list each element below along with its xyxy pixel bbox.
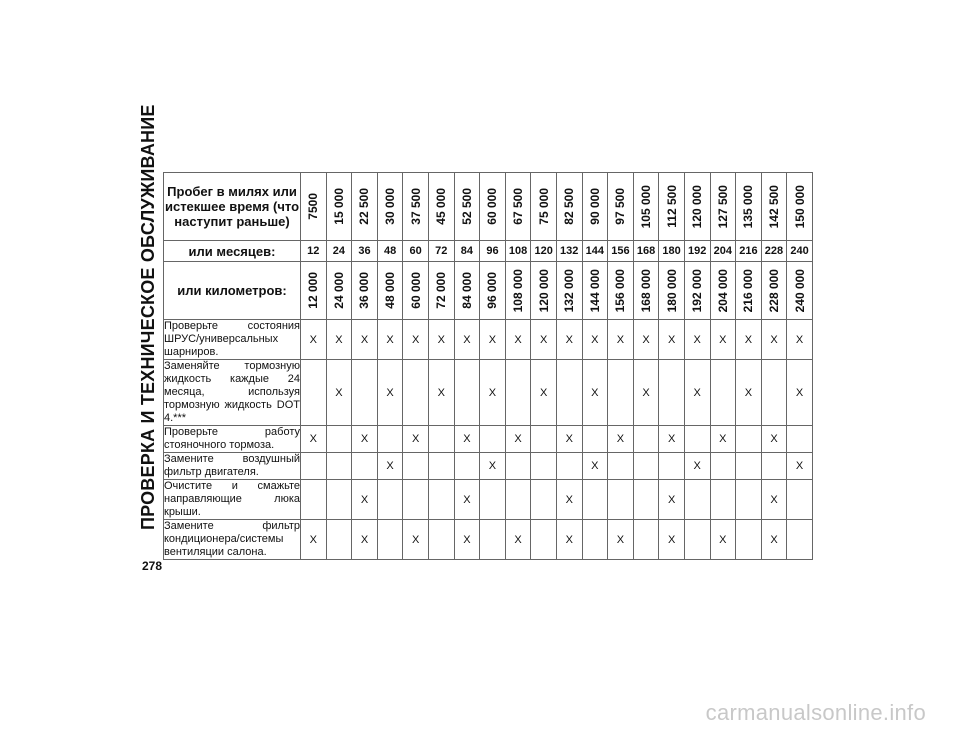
schedule-mark bbox=[480, 480, 506, 520]
schedule-mark: X bbox=[480, 453, 506, 480]
section-title: ПРОВЕРКА И ТЕХНИЧЕСКОЕ ОБСЛУЖИВАНИЕ bbox=[138, 104, 158, 530]
mileage-value: 45 000 bbox=[434, 188, 449, 225]
km-value: 156 000 bbox=[613, 268, 628, 313]
schedule-mark: X bbox=[454, 426, 480, 453]
schedule-mark bbox=[787, 520, 813, 560]
mileage-header-cell bbox=[582, 173, 608, 241]
schedule-mark: X bbox=[403, 320, 429, 360]
km-value: 132 000 bbox=[562, 268, 577, 313]
km-header-cell bbox=[761, 262, 787, 320]
km-header-cell bbox=[582, 262, 608, 320]
schedule-mark bbox=[582, 426, 608, 453]
schedule-mark bbox=[505, 480, 531, 520]
schedule-mark bbox=[301, 453, 327, 480]
km-value: 240 000 bbox=[792, 268, 807, 313]
schedule-mark bbox=[326, 480, 352, 520]
schedule-mark: X bbox=[556, 426, 582, 453]
months-value: 180 bbox=[659, 241, 685, 262]
schedule-mark bbox=[352, 360, 378, 426]
mileage-header-cell bbox=[505, 173, 531, 241]
km-value: 72 000 bbox=[434, 272, 449, 309]
months-value: 192 bbox=[684, 241, 710, 262]
schedule-mark: X bbox=[710, 426, 736, 453]
mileage-value: 135 000 bbox=[741, 184, 756, 229]
schedule-mark: X bbox=[710, 520, 736, 560]
schedule-mark: X bbox=[684, 453, 710, 480]
schedule-mark: X bbox=[659, 480, 685, 520]
schedule-mark: X bbox=[352, 320, 378, 360]
km-header-cell bbox=[710, 262, 736, 320]
schedule-mark: X bbox=[505, 320, 531, 360]
schedule-mark bbox=[531, 480, 557, 520]
schedule-mark bbox=[480, 426, 506, 453]
schedule-mark bbox=[582, 480, 608, 520]
mileage-header-cell bbox=[377, 173, 403, 241]
km-value: 108 000 bbox=[511, 268, 526, 313]
km-value: 120 000 bbox=[536, 268, 551, 313]
table-row bbox=[164, 453, 813, 480]
mileage-header-cell bbox=[352, 173, 378, 241]
km-value: 192 000 bbox=[690, 268, 705, 313]
mileage-value: 30 000 bbox=[383, 188, 398, 225]
schedule-mark bbox=[403, 453, 429, 480]
km-header-cell bbox=[684, 262, 710, 320]
mileage-value: 150 000 bbox=[792, 184, 807, 229]
km-header-cell bbox=[531, 262, 557, 320]
task-label: Замените воздушный фильтр двигателя. bbox=[164, 453, 300, 478]
mileage-header-cell bbox=[736, 173, 762, 241]
schedule-mark: X bbox=[531, 320, 557, 360]
km-value: 204 000 bbox=[715, 268, 730, 313]
months-value: 168 bbox=[633, 241, 659, 262]
schedule-mark bbox=[428, 426, 454, 453]
months-value: 84 bbox=[454, 241, 480, 262]
schedule-mark: X bbox=[352, 520, 378, 560]
schedule-mark: X bbox=[403, 520, 429, 560]
schedule-mark bbox=[326, 453, 352, 480]
months-value: 48 bbox=[377, 241, 403, 262]
km-value: 144 000 bbox=[587, 268, 602, 313]
schedule-mark bbox=[454, 453, 480, 480]
mileage-header-cell bbox=[787, 173, 813, 241]
mileage-header-cell bbox=[659, 173, 685, 241]
header-miles-label: Пробег в милях или истекшее время (что наступит раньше) bbox=[164, 173, 301, 241]
schedule-mark: X bbox=[505, 426, 531, 453]
schedule-mark bbox=[736, 480, 762, 520]
schedule-mark: X bbox=[301, 426, 327, 453]
schedule-mark: X bbox=[633, 360, 659, 426]
schedule-mark bbox=[684, 426, 710, 453]
schedule-mark: X bbox=[505, 520, 531, 560]
km-value: 228 000 bbox=[766, 268, 781, 313]
schedule-mark bbox=[659, 360, 685, 426]
schedule-mark: X bbox=[761, 480, 787, 520]
schedule-mark bbox=[736, 520, 762, 560]
mileage-value: 112 500 bbox=[664, 185, 679, 228]
km-header-cell bbox=[659, 262, 685, 320]
schedule-mark bbox=[556, 360, 582, 426]
schedule-mark: X bbox=[608, 320, 634, 360]
schedule-mark: X bbox=[556, 480, 582, 520]
schedule-mark bbox=[301, 480, 327, 520]
mileage-value: 120 000 bbox=[690, 184, 705, 229]
schedule-mark: X bbox=[761, 520, 787, 560]
task-label: Проверьте состояния ШРУС/универсальных шарниров. bbox=[164, 320, 300, 358]
km-value: 36 000 bbox=[357, 272, 372, 309]
km-value: 216 000 bbox=[741, 268, 756, 313]
mileage-value: 7500 bbox=[306, 193, 321, 220]
schedule-mark bbox=[480, 520, 506, 560]
months-value: 216 bbox=[736, 241, 762, 262]
schedule-mark bbox=[684, 480, 710, 520]
schedule-mark: X bbox=[428, 320, 454, 360]
months-value: 60 bbox=[403, 241, 429, 262]
schedule-mark bbox=[710, 480, 736, 520]
months-value: 36 bbox=[352, 241, 378, 262]
schedule-mark: X bbox=[326, 320, 352, 360]
schedule-mark: X bbox=[582, 360, 608, 426]
schedule-mark: X bbox=[659, 320, 685, 360]
mileage-value: 105 000 bbox=[639, 184, 654, 229]
schedule-mark: X bbox=[787, 320, 813, 360]
schedule-mark: X bbox=[608, 426, 634, 453]
schedule-mark: X bbox=[454, 480, 480, 520]
schedule-mark bbox=[454, 360, 480, 426]
schedule-mark: X bbox=[326, 360, 352, 426]
schedule-mark bbox=[659, 453, 685, 480]
km-header-cell bbox=[736, 262, 762, 320]
schedule-mark bbox=[428, 520, 454, 560]
schedule-mark: X bbox=[710, 320, 736, 360]
months-value: 108 bbox=[505, 241, 531, 262]
km-header-cell bbox=[428, 262, 454, 320]
table-row bbox=[164, 360, 813, 426]
task-label: Очистите и смажьте направляющие люка крыши. bbox=[164, 480, 300, 518]
mileage-header-cell bbox=[326, 173, 352, 241]
schedule-mark bbox=[633, 480, 659, 520]
schedule-mark bbox=[377, 520, 403, 560]
mileage-header-cell bbox=[684, 173, 710, 241]
schedule-mark bbox=[505, 453, 531, 480]
schedule-mark: X bbox=[787, 360, 813, 426]
page-number: 278 bbox=[142, 559, 163, 573]
schedule-mark: X bbox=[377, 320, 403, 360]
schedule-mark: X bbox=[684, 360, 710, 426]
schedule-mark bbox=[736, 453, 762, 480]
table-row bbox=[164, 426, 813, 453]
km-header-cell bbox=[556, 262, 582, 320]
schedule-mark bbox=[582, 520, 608, 560]
mileage-header-cell bbox=[428, 173, 454, 241]
km-header-cell bbox=[377, 262, 403, 320]
table-row bbox=[164, 480, 813, 520]
mileage-value: 97 500 bbox=[613, 188, 628, 225]
header-row-miles bbox=[164, 173, 813, 241]
schedule-mark: X bbox=[556, 520, 582, 560]
months-value: 144 bbox=[582, 241, 608, 262]
watermark: carmanualsonline.info bbox=[705, 700, 926, 725]
schedule-mark: X bbox=[684, 320, 710, 360]
schedule-mark bbox=[633, 453, 659, 480]
schedule-mark: X bbox=[582, 453, 608, 480]
schedule-mark: X bbox=[301, 320, 327, 360]
header-months-label: или месяцев: bbox=[164, 241, 301, 262]
mileage-value: 142 500 bbox=[766, 184, 781, 229]
task-label: Замените фильтр кондиционера/системы вентиляции салона. bbox=[164, 520, 300, 558]
schedule-mark: X bbox=[454, 520, 480, 560]
schedule-mark: X bbox=[556, 320, 582, 360]
schedule-mark bbox=[301, 360, 327, 426]
schedule-mark bbox=[326, 520, 352, 560]
schedule-mark bbox=[428, 480, 454, 520]
schedule-mark bbox=[531, 520, 557, 560]
table-row bbox=[164, 520, 813, 560]
km-header-cell bbox=[301, 262, 327, 320]
months-value: 132 bbox=[556, 241, 582, 262]
schedule-mark: X bbox=[454, 320, 480, 360]
schedule-mark bbox=[403, 480, 429, 520]
mileage-value: 127 500 bbox=[715, 184, 730, 229]
schedule-mark bbox=[633, 520, 659, 560]
schedule-mark: X bbox=[377, 453, 403, 480]
km-header-cell bbox=[480, 262, 506, 320]
mileage-header-cell bbox=[301, 173, 327, 241]
schedule-mark bbox=[736, 426, 762, 453]
mileage-value: 82 500 bbox=[562, 188, 577, 225]
mileage-header-cell bbox=[608, 173, 634, 241]
schedule-mark: X bbox=[352, 426, 378, 453]
schedule-mark bbox=[787, 480, 813, 520]
km-header-cell bbox=[608, 262, 634, 320]
km-value: 60 000 bbox=[408, 272, 423, 309]
mileage-value: 75 000 bbox=[536, 188, 551, 225]
schedule-mark: X bbox=[352, 480, 378, 520]
schedule-mark: X bbox=[761, 426, 787, 453]
schedule-mark bbox=[377, 426, 403, 453]
mileage-value: 67 500 bbox=[511, 188, 526, 225]
km-value: 24 000 bbox=[331, 272, 346, 309]
km-header-cell bbox=[326, 262, 352, 320]
km-value: 12 000 bbox=[306, 272, 321, 309]
schedule-mark: X bbox=[531, 360, 557, 426]
mileage-header-cell bbox=[454, 173, 480, 241]
km-header-cell bbox=[505, 262, 531, 320]
mileage-header-cell bbox=[480, 173, 506, 241]
table-row bbox=[164, 320, 813, 360]
schedule-mark: X bbox=[480, 320, 506, 360]
mileage-value: 22 500 bbox=[357, 188, 372, 225]
schedule-mark bbox=[761, 360, 787, 426]
months-value: 24 bbox=[326, 241, 352, 262]
mileage-value: 15 000 bbox=[331, 188, 346, 225]
months-value: 96 bbox=[480, 241, 506, 262]
schedule-mark bbox=[556, 453, 582, 480]
schedule-mark bbox=[710, 453, 736, 480]
km-header-cell bbox=[454, 262, 480, 320]
schedule-mark: X bbox=[761, 320, 787, 360]
mileage-header-cell bbox=[710, 173, 736, 241]
schedule-mark bbox=[428, 453, 454, 480]
header-row-km bbox=[164, 262, 813, 320]
schedule-mark bbox=[326, 426, 352, 453]
schedule-mark: X bbox=[403, 426, 429, 453]
schedule-mark bbox=[608, 480, 634, 520]
schedule-mark: X bbox=[736, 360, 762, 426]
km-header-cell bbox=[633, 262, 659, 320]
schedule-mark: X bbox=[608, 520, 634, 560]
schedule-mark: X bbox=[659, 520, 685, 560]
km-value: 168 000 bbox=[639, 268, 654, 313]
mileage-header-cell bbox=[556, 173, 582, 241]
months-value: 240 bbox=[787, 241, 813, 262]
km-value: 84 000 bbox=[459, 272, 474, 309]
schedule-mark bbox=[352, 453, 378, 480]
header-km-label: или километров: bbox=[164, 262, 301, 320]
schedule-mark: X bbox=[428, 360, 454, 426]
km-value: 180 000 bbox=[664, 268, 679, 313]
mileage-value: 37 500 bbox=[408, 188, 423, 225]
mileage-value: 60 000 bbox=[485, 188, 500, 225]
header-row-months bbox=[164, 241, 813, 262]
mileage-value: 90 000 bbox=[587, 188, 602, 225]
schedule-mark bbox=[531, 453, 557, 480]
schedule-mark: X bbox=[736, 320, 762, 360]
schedule-mark bbox=[608, 360, 634, 426]
schedule-mark: X bbox=[480, 360, 506, 426]
months-value: 72 bbox=[428, 241, 454, 262]
schedule-mark bbox=[531, 426, 557, 453]
maintenance-schedule-table bbox=[163, 172, 813, 560]
schedule-mark bbox=[403, 360, 429, 426]
mileage-header-cell bbox=[761, 173, 787, 241]
schedule-mark bbox=[505, 360, 531, 426]
mileage-header-cell bbox=[531, 173, 557, 241]
task-label: Проверьте работу стояночного тормоза. bbox=[164, 426, 300, 451]
mileage-header-cell bbox=[403, 173, 429, 241]
months-value: 204 bbox=[710, 241, 736, 262]
schedule-mark bbox=[633, 426, 659, 453]
mileage-header-cell bbox=[633, 173, 659, 241]
months-value: 120 bbox=[531, 241, 557, 262]
schedule-mark bbox=[684, 520, 710, 560]
km-header-cell bbox=[403, 262, 429, 320]
schedule-mark bbox=[608, 453, 634, 480]
schedule-mark: X bbox=[787, 453, 813, 480]
months-value: 12 bbox=[301, 241, 327, 262]
schedule-mark: X bbox=[582, 320, 608, 360]
schedule-mark: X bbox=[377, 360, 403, 426]
mileage-value: 52 500 bbox=[459, 188, 474, 225]
months-value: 156 bbox=[608, 241, 634, 262]
km-header-cell bbox=[352, 262, 378, 320]
schedule-mark: X bbox=[633, 320, 659, 360]
schedule-mark bbox=[710, 360, 736, 426]
km-value: 48 000 bbox=[383, 272, 398, 309]
months-value: 228 bbox=[761, 241, 787, 262]
schedule-mark bbox=[761, 453, 787, 480]
schedule-mark: X bbox=[301, 520, 327, 560]
schedule-mark bbox=[377, 480, 403, 520]
schedule-mark bbox=[787, 426, 813, 453]
km-value: 96 000 bbox=[485, 272, 500, 309]
schedule-mark: X bbox=[659, 426, 685, 453]
task-label: Заменяйте тормозную жидкость каждые 24 месяца, используя тормозную жидкость DOT 4.*** bbox=[164, 360, 300, 424]
km-header-cell bbox=[787, 262, 813, 320]
